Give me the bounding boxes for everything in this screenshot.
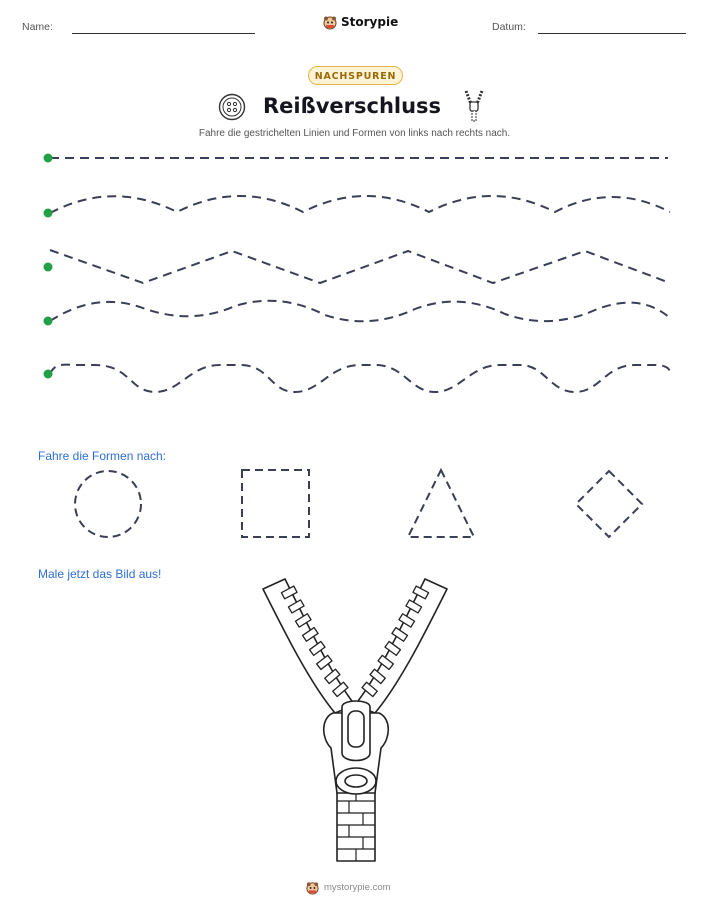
date-field[interactable] bbox=[538, 33, 686, 34]
tracing-shapes bbox=[0, 462, 709, 547]
start-dot bbox=[44, 263, 53, 272]
trace-circle[interactable] bbox=[75, 471, 141, 537]
trace-diamond[interactable] bbox=[576, 471, 642, 537]
category-badge: NACHSPUREN bbox=[308, 66, 403, 85]
shapes-section-label: Fahre die Formen nach: bbox=[38, 449, 167, 463]
brand-name: Storypie bbox=[341, 15, 399, 29]
tracing-line-wave[interactable] bbox=[50, 301, 670, 322]
tracing-line-bumps[interactable] bbox=[50, 365, 670, 392]
tracing-lines bbox=[0, 140, 709, 400]
start-dot bbox=[44, 209, 53, 218]
coloring-section-label: Male jetzt das Bild aus! bbox=[38, 567, 162, 581]
footer-site-link[interactable]: mystorypie.com bbox=[324, 882, 391, 893]
zipper-coloring-image[interactable] bbox=[255, 573, 455, 865]
start-dot bbox=[44, 317, 53, 326]
footer bbox=[305, 879, 415, 897]
page-title: Reißverschluss bbox=[263, 94, 442, 118]
instruction-text: Fahre die gestrichelten Linien und Formen von links nach rechts nach. bbox=[198, 128, 511, 139]
trace-triangle[interactable] bbox=[408, 470, 474, 537]
start-dot bbox=[44, 370, 53, 379]
storypie-logo-icon bbox=[322, 14, 338, 30]
start-dot bbox=[44, 154, 53, 163]
name-field[interactable] bbox=[72, 33, 255, 34]
tracing-line-gentle-wave[interactable] bbox=[50, 196, 670, 213]
brand-logo bbox=[322, 12, 399, 32]
trace-square[interactable] bbox=[242, 470, 309, 537]
button-icon bbox=[218, 93, 246, 121]
name-label: Name: bbox=[22, 21, 53, 33]
storypie-logo-icon bbox=[305, 880, 320, 895]
tracing-line-zigzag[interactable] bbox=[50, 250, 670, 283]
zipper-icon bbox=[463, 90, 485, 122]
date-label: Datum: bbox=[492, 21, 526, 33]
